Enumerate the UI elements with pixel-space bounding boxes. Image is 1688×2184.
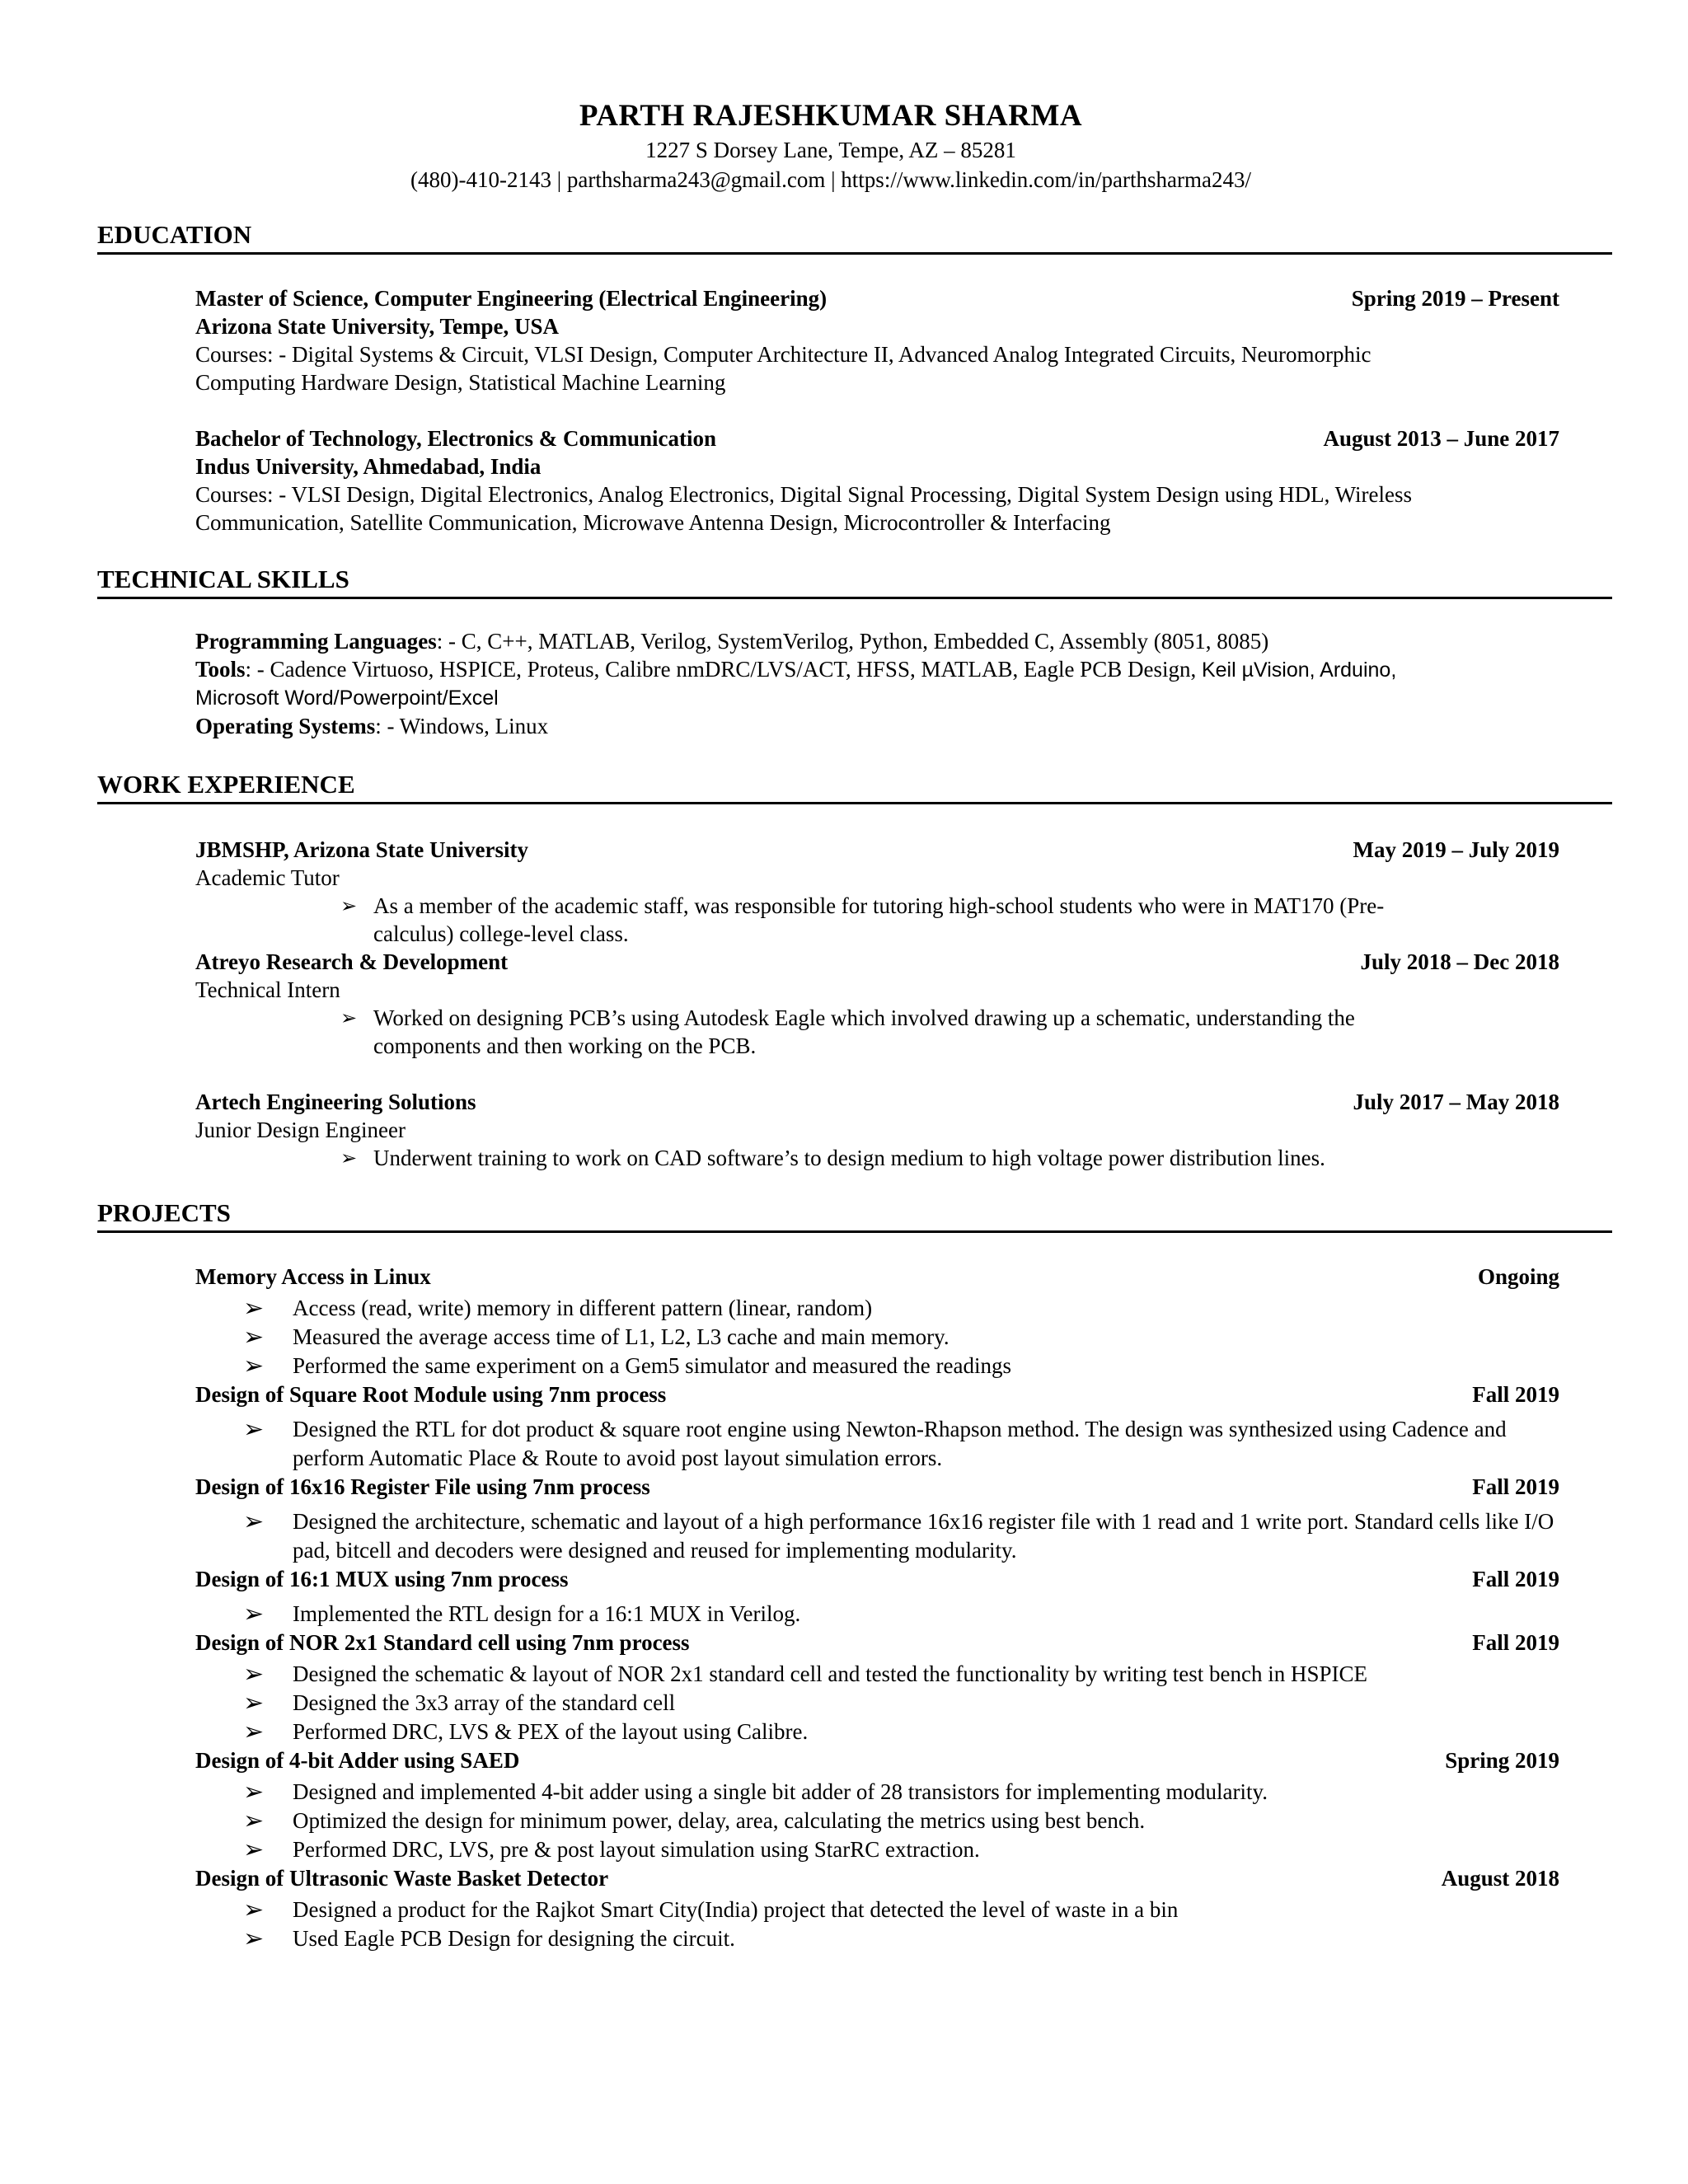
project-bullet-text: Designed the architecture, schematic and layout of a high performance 16x16 register file with 1 read and 1 write port. Standard cells like I/O pad, bitcell and decoders were designed and reused for implementing modularity. [293, 1509, 1554, 1563]
project-date: August 2018 [1441, 1866, 1559, 1891]
project-bullet [243, 1718, 1559, 1746]
degree-title: Bachelor of Technology, Electronics & Communication [195, 426, 717, 451]
job-role: Academic Tutor [195, 865, 340, 890]
skill-tools [195, 655, 1559, 684]
project-bullet [243, 1507, 1559, 1565]
job-bullet: ➢ Underwent training to work on CAD software’s to design medium to high voltage power distribution lines. [340, 1146, 1325, 1170]
arrow-bullet-icon: ➢ [340, 1006, 358, 1029]
education-section [97, 219, 1612, 537]
section-title-skills: TECHNICAL SKILLS [97, 564, 1612, 599]
arrow-bullet-icon: ➢ [243, 1689, 265, 1718]
arrow-bullet-icon: ➢ [243, 1660, 265, 1689]
job-bullet: ➢ As a member of the academic staff, was responsible for tutoring high-school students who were in MAT170 (Pre- calculus) college-level class. [340, 893, 1385, 946]
job-role: Junior Design Engineer [195, 1118, 406, 1142]
project-entry [195, 1746, 1559, 1864]
address-line: 1227 S Dorsey Lane, Tempe, AZ – 85281 [645, 138, 1016, 162]
education-entry [195, 424, 1559, 537]
project-date: Fall 2019 [1472, 1630, 1559, 1655]
skill-value-continued: Microsoft Word/Powerpoint/Excel [195, 687, 499, 710]
job-bullet: ➢ Worked on designing PCB’s using Autodesk Eagle which involved drawing up a schematic, understanding the components and then working on the PCB. [340, 1005, 1355, 1058]
project-name: Design of Ultrasonic Waste Basket Detector [195, 1866, 609, 1891]
company-name: Artech Engineering Solutions [195, 1090, 476, 1114]
skill-os [195, 712, 1559, 740]
project-bullet-text: Performed DRC, LVS, pre & post layout simulation using StarRC extraction. [293, 1837, 980, 1862]
project-bullet-text: Designed the 3x3 array of the standard cell [293, 1690, 676, 1715]
school-name: Indus University, Ahmedabad, India [195, 454, 542, 479]
skill-label: Programming Languages [195, 629, 437, 654]
project-bullet-text: Designed a product for the Rajkot Smart City(India) project that detected the level of waste in a bin [293, 1897, 1179, 1922]
courses-line: Courses: - Digital Systems & Circuit, VLSI Design, Computer Architecture II, Advanced Analog Integrated Circuits, Neuromorphic [195, 342, 1372, 367]
job-dates: July 2017 – May 2018 [1353, 1090, 1559, 1114]
project-date: Fall 2019 [1472, 1382, 1559, 1407]
project-bullet-text: Optimized the design for minimum power, delay, area, calculating the metrics using best bench. [293, 1808, 1146, 1833]
project-bullet [243, 1896, 1559, 1924]
arrow-bullet-icon: ➢ [340, 894, 358, 917]
work-section [97, 769, 1612, 1172]
arrow-bullet-icon: ➢ [243, 1896, 265, 1924]
arrow-bullet-icon: ➢ [243, 1294, 265, 1323]
project-name: Design of 16x16 Register File using 7nm process [195, 1474, 650, 1499]
project-bullet-text: Performed DRC, LVS & PEX of the layout using Calibre. [293, 1719, 809, 1744]
job-dates: May 2019 – July 2019 [1353, 837, 1559, 862]
project-name: Design of 4-bit Adder using SAED [195, 1748, 520, 1773]
job-role: Technical Intern [195, 977, 340, 1002]
company-name: JBMSHP, Arizona State University [195, 837, 528, 862]
project-bullet [243, 1660, 1559, 1689]
skill-label: Tools [195, 657, 246, 682]
skills-section [97, 564, 1612, 740]
project-bullet [243, 1689, 1559, 1718]
project-date: Ongoing [1477, 1264, 1559, 1289]
job-entry [195, 1088, 1559, 1172]
candidate-name: PARTH RAJESHKUMAR SHARMA [579, 99, 1083, 133]
degree-dates: August 2013 – June 2017 [1323, 426, 1559, 451]
projects-section [97, 1197, 1612, 1953]
project-entry [195, 1629, 1559, 1746]
skill-value-sans: Keil µVision, Arduino, [1201, 658, 1397, 682]
project-entry [195, 1864, 1559, 1953]
job-entry [195, 948, 1559, 1060]
project-bullet [243, 1835, 1559, 1864]
company-name: Atreyo Research & Development [195, 949, 509, 974]
projects-list [195, 1263, 1559, 1953]
skill-value: : - Cadence Virtuoso, HSPICE, Proteus, Calibre nmDRC/LVS/ACT, HFSS, MATLAB, Eagle PCB Design, [245, 657, 1202, 682]
contact-line: (480)-410-2143 | parthsharma243@gmail.com | https://www.linkedin.com/in/parthsharma243/ [410, 167, 1251, 192]
project-bullet [243, 1352, 1559, 1380]
section-title-work: WORK EXPERIENCE [97, 769, 1612, 804]
project-date: Fall 2019 [1472, 1474, 1559, 1499]
arrow-bullet-icon: ➢ [243, 1352, 265, 1380]
project-entry [195, 1565, 1559, 1629]
school-name: Arizona State University, Tempe, USA [195, 314, 559, 339]
project-date: Spring 2019 [1445, 1748, 1559, 1773]
education-entry [195, 284, 1559, 396]
arrow-bullet-icon: ➢ [243, 1718, 265, 1746]
arrow-bullet-icon: ➢ [340, 1146, 358, 1169]
project-name: Design of NOR 2x1 Standard cell using 7nm process [195, 1630, 690, 1655]
project-bullet [243, 1807, 1559, 1835]
section-title-education: EDUCATION [97, 219, 1612, 255]
skill-value: : - Windows, Linux [375, 714, 549, 738]
skill-value: : - C, C++, MATLAB, Verilog, SystemVerilog, Python, Embedded C, Assembly (8051, 8085) [436, 629, 1269, 654]
project-bullet [243, 1924, 1559, 1953]
project-bullet-text: Designed the RTL for dot product & square root engine using Newton-Rhapson method. The design was synthesized using Cadence and perform Automatic Place & Route to avoid post layout simulation errors. [293, 1417, 1507, 1470]
courses-line: Courses: - VLSI Design, Digital Electronics, Analog Electronics, Digital Signal Processing, Digital System Design using HDL, Wireless [195, 482, 1412, 507]
project-bullet-text: Designed the schematic & layout of NOR 2x1 standard cell and tested the functionality by writing test bench in HSPICE [293, 1661, 1367, 1686]
project-bullet-text: Designed and implemented 4-bit adder using a single bit adder of 28 transistors for implementing modularity. [293, 1779, 1268, 1804]
skill-label: Operating Systems [195, 714, 376, 738]
resume-header [0, 97, 1662, 194]
project-bullet-text: Used Eagle PCB Design for designing the circuit. [293, 1926, 735, 1951]
arrow-bullet-icon: ➢ [243, 1323, 265, 1352]
project-bullet [243, 1323, 1559, 1352]
arrow-bullet-icon: ➢ [243, 1835, 265, 1864]
arrow-bullet-icon: ➢ [243, 1778, 265, 1807]
courses-line: Computing Hardware Design, Statistical Machine Learning [195, 370, 726, 395]
arrow-bullet-icon: ➢ [243, 1924, 265, 1953]
skill-programming [195, 627, 1559, 655]
project-bullet-text: Access (read, write) memory in different pattern (linear, random) [293, 1296, 873, 1320]
project-entry [195, 1473, 1559, 1565]
project-date: Fall 2019 [1472, 1567, 1559, 1591]
project-name: Design of 16:1 MUX using 7nm process [195, 1567, 569, 1591]
courses-line: Communication, Satellite Communication, Microwave Antenna Design, Microcontroller & Interfacing [195, 510, 1111, 535]
project-entry [195, 1263, 1559, 1380]
arrow-bullet-icon: ➢ [243, 1415, 265, 1444]
degree-dates: Spring 2019 – Present [1351, 286, 1559, 311]
section-title-projects: PROJECTS [97, 1197, 1612, 1233]
project-entry [195, 1380, 1559, 1473]
job-entry [195, 836, 1559, 948]
project-bullet [243, 1778, 1559, 1807]
project-bullet-text: Measured the average access time of L1, L2, L3 cache and main memory. [293, 1324, 950, 1349]
project-name: Memory Access in Linux [195, 1264, 431, 1289]
arrow-bullet-icon: ➢ [243, 1507, 265, 1536]
arrow-bullet-icon: ➢ [243, 1600, 265, 1629]
project-bullet [243, 1294, 1559, 1323]
degree-title: Master of Science, Computer Engineering (Electrical Engineering) [195, 286, 828, 311]
job-dates: July 2018 – Dec 2018 [1360, 949, 1559, 974]
project-name: Design of Square Root Module using 7nm process [195, 1382, 667, 1407]
arrow-bullet-icon: ➢ [243, 1807, 265, 1835]
project-bullet-text: Implemented the RTL design for a 16:1 MUX in Verilog. [293, 1601, 801, 1626]
project-bullet-text: Performed the same experiment on a Gem5 simulator and measured the readings [293, 1353, 1011, 1378]
project-bullet [243, 1600, 1559, 1629]
project-bullet [243, 1415, 1559, 1473]
